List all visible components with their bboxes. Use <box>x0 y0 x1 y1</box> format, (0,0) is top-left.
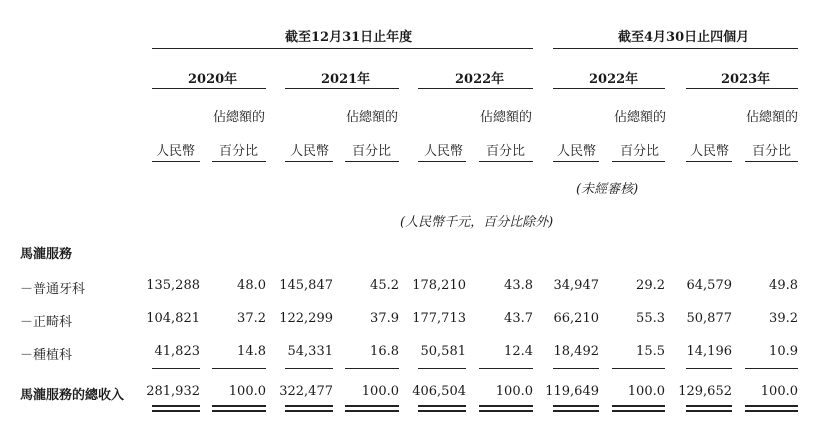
year-rule-2020 <box>152 88 266 89</box>
cell: 48.0 <box>237 278 266 293</box>
cell: 14.8 <box>237 344 266 359</box>
total-double-rule <box>745 410 798 412</box>
year-rule-2021 <box>285 88 399 89</box>
subtotal-rule <box>479 368 533 369</box>
cell: 12.4 <box>504 344 533 359</box>
total-double-rule <box>553 405 599 407</box>
total-label: 馬瀧服務的總收入 <box>20 388 125 403</box>
total-double-rule <box>686 410 732 412</box>
column-rule <box>285 161 333 162</box>
pct-header-line1: 佔總額的 <box>614 110 667 125</box>
row-label-general-dentistry: －普通牙科 <box>20 282 86 297</box>
total-cell: 100.0 <box>228 384 266 399</box>
column-rule <box>345 161 399 162</box>
cell: 50,877 <box>686 311 732 326</box>
cell: 37.2 <box>237 311 266 326</box>
total-double-rule <box>553 410 599 412</box>
cell: 54,331 <box>287 344 333 359</box>
cell: 178,210 <box>412 278 466 293</box>
cell: 135,288 <box>146 278 200 293</box>
section-title: 馬瀧服務 <box>20 247 73 262</box>
pct-header-line2: 百分比 <box>486 144 526 159</box>
subtotal-rule <box>553 368 599 369</box>
rmb-header: 人民幣 <box>156 144 196 159</box>
total-double-rule <box>212 410 266 412</box>
cell: 122,299 <box>279 311 333 326</box>
cell: 39.2 <box>769 311 798 326</box>
cell: 34,947 <box>553 278 599 293</box>
rmb-header: 人民幣 <box>290 144 330 159</box>
year-rule-2022-interim <box>553 88 665 89</box>
year-header-2022: 2022年 <box>455 72 505 87</box>
cell: 145,847 <box>279 278 333 293</box>
row-label-orthodontics: －正畸科 <box>20 315 73 330</box>
unaudited-note: (未經審核) <box>576 182 639 197</box>
column-rule <box>553 161 599 162</box>
total-cell: 100.0 <box>760 384 798 399</box>
cell: 177,713 <box>412 311 466 326</box>
subtotal-rule <box>612 368 665 369</box>
cell: 37.9 <box>370 311 399 326</box>
pct-header-line2: 百分比 <box>620 144 660 159</box>
subtotal-rule <box>212 368 266 369</box>
total-cell: 406,504 <box>412 384 466 399</box>
year-rule-2023-interim <box>686 88 798 89</box>
column-rule <box>745 161 798 162</box>
cell: 14,196 <box>686 344 732 359</box>
total-cell: 100.0 <box>627 384 665 399</box>
total-double-rule <box>285 405 333 407</box>
subtotal-rule <box>285 368 333 369</box>
cell: 43.8 <box>504 278 533 293</box>
cell: 45.2 <box>370 278 399 293</box>
rmb-header: 人民幣 <box>424 144 464 159</box>
subtotal-rule <box>345 368 399 369</box>
column-rule <box>152 161 200 162</box>
column-rule <box>418 161 466 162</box>
total-double-rule <box>686 405 732 407</box>
subtotal-rule <box>686 368 732 369</box>
pct-header-line2: 百分比 <box>752 144 792 159</box>
cell: 15.5 <box>636 344 665 359</box>
total-cell: 322,477 <box>279 384 333 399</box>
unit-note: (人民幣千元，百分比除外) <box>400 215 554 230</box>
row-label-implantology: －種植科 <box>20 348 73 363</box>
total-double-rule <box>418 405 466 407</box>
total-cell: 119,649 <box>545 384 599 399</box>
pct-header-line1: 佔總額的 <box>346 110 399 125</box>
pct-header-line2: 百分比 <box>219 144 259 159</box>
total-double-rule <box>152 410 200 412</box>
total-double-rule <box>212 405 266 407</box>
total-double-rule <box>345 405 399 407</box>
subtotal-rule <box>152 368 200 369</box>
total-double-rule <box>479 405 533 407</box>
total-cell: 100.0 <box>495 384 533 399</box>
subtotal-rule <box>418 368 466 369</box>
cell: 41,823 <box>154 344 200 359</box>
cell: 104,821 <box>146 311 200 326</box>
cell: 29.2 <box>636 278 665 293</box>
total-double-rule <box>612 405 665 407</box>
cell: 43.7 <box>504 311 533 326</box>
column-rule <box>612 161 665 162</box>
year-header-2021: 2021年 <box>321 72 371 87</box>
rmb-header: 人民幣 <box>557 144 597 159</box>
year-header-2020: 2020年 <box>188 72 238 87</box>
column-rule <box>479 161 533 162</box>
total-cell: 100.0 <box>361 384 399 399</box>
group-title-annual: 截至12月31日止年度 <box>285 30 413 45</box>
group-rule-annual <box>152 48 533 49</box>
total-double-rule <box>745 405 798 407</box>
cell: 55.3 <box>636 311 665 326</box>
group-title-four-months: 截至4月30日止四個月 <box>618 30 750 45</box>
cell: 18,492 <box>553 344 599 359</box>
cell: 66,210 <box>553 311 599 326</box>
year-rule-2022 <box>418 88 533 89</box>
cell: 10.9 <box>769 344 798 359</box>
total-double-rule <box>285 410 333 412</box>
total-double-rule <box>612 410 665 412</box>
pct-header-line1: 佔總額的 <box>213 110 266 125</box>
subtotal-rule <box>745 368 798 369</box>
total-cell: 281,932 <box>146 384 200 399</box>
rmb-header: 人民幣 <box>690 144 730 159</box>
column-rule <box>686 161 732 162</box>
pct-header-line2: 百分比 <box>352 144 392 159</box>
total-double-rule <box>345 410 399 412</box>
cell: 64,579 <box>686 278 732 293</box>
pct-header-line1: 佔總額的 <box>480 110 533 125</box>
cell: 16.8 <box>370 344 399 359</box>
pct-header-line1: 佔總額的 <box>746 110 799 125</box>
total-double-rule <box>479 410 533 412</box>
year-header-2022-interim: 2022年 <box>589 72 639 87</box>
group-rule-four-months <box>553 48 798 49</box>
cell: 49.8 <box>769 278 798 293</box>
total-double-rule <box>152 405 200 407</box>
total-double-rule <box>418 410 466 412</box>
total-cell: 129,652 <box>678 384 732 399</box>
cell: 50,581 <box>420 344 466 359</box>
column-rule <box>212 161 266 162</box>
year-header-2023-interim: 2023年 <box>721 72 771 87</box>
